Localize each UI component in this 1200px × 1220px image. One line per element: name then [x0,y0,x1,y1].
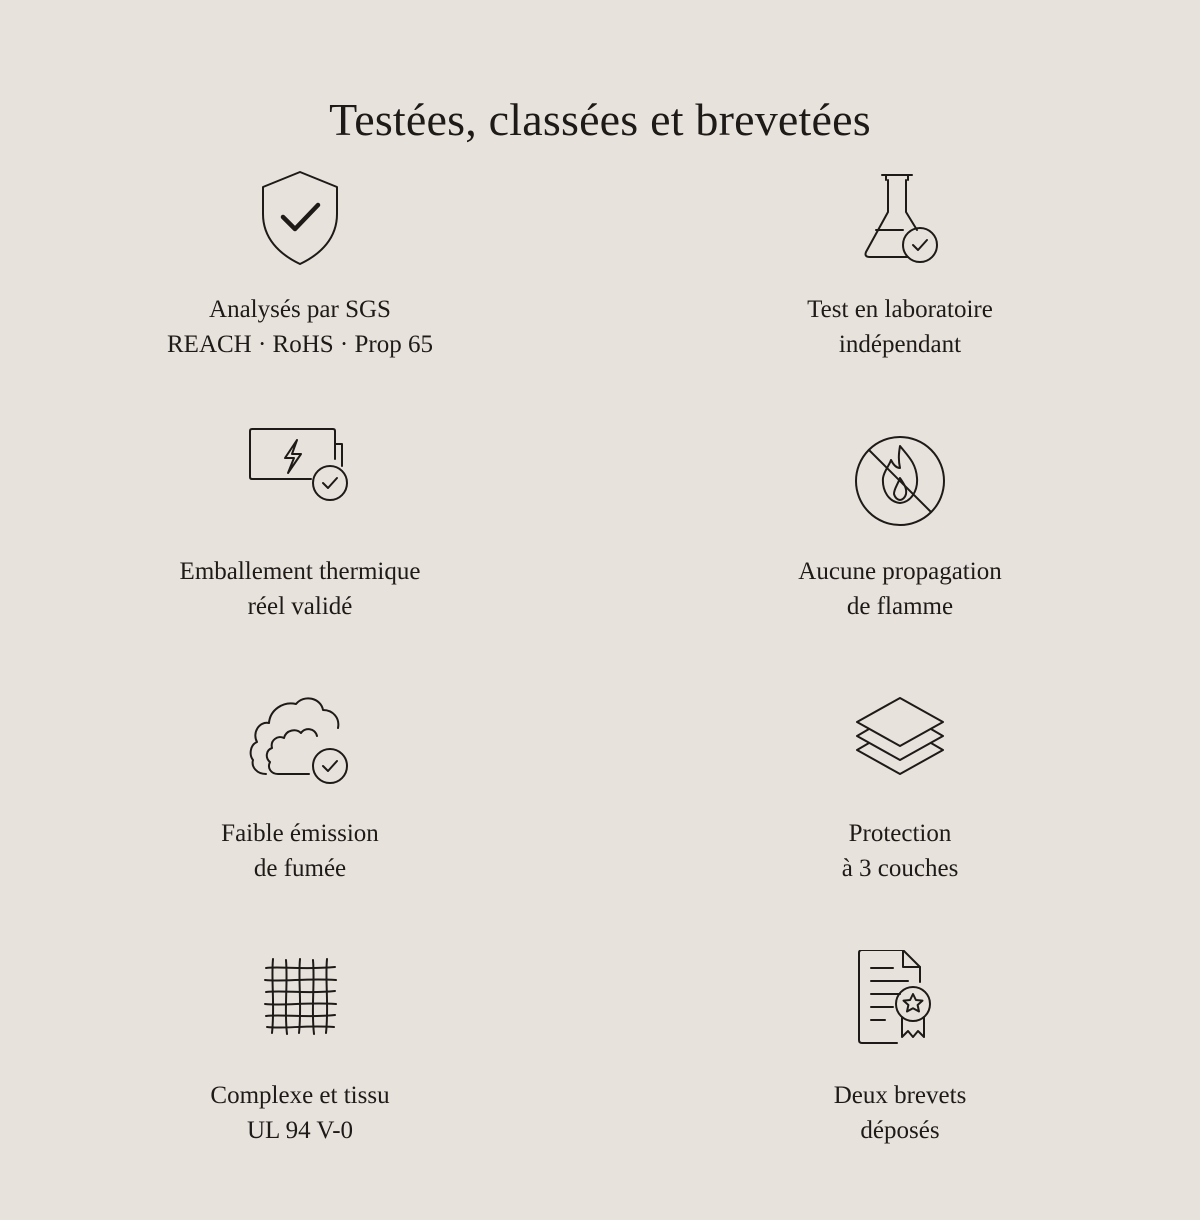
layers-icon [845,688,955,798]
shield-check-icon [245,164,355,274]
feature-line1: Complexe et tissu [210,1082,390,1109]
feature-line1: Protection [848,820,952,847]
page-title: Testées, classées et brevetées [329,93,871,145]
feature-lab-test [650,164,1150,362]
no-flame-icon [845,426,955,536]
feature-line2: de fumée [253,855,347,882]
feature-line1: Faible émission [221,820,379,847]
feature-line2: déposés [860,1117,940,1144]
feature-patents [650,950,1150,1148]
feature-line1: Aucune propagation [798,558,1002,585]
feature-line2: UL 94 V-0 [246,1117,354,1144]
feature-line2: REACH · RoHS · Prop 65 [167,331,433,358]
patent-document-icon [845,950,955,1060]
feature-line2: de flamme [846,593,954,620]
woven-fabric-icon [245,950,355,1060]
feature-low-smoke [50,688,550,886]
smoke-check-icon [245,688,355,798]
feature-sgs-analysis [50,164,550,362]
feature-line2: réel validé [247,593,353,620]
battery-check-icon [245,426,355,536]
feature-thermal-runaway [50,426,550,624]
feature-ul94-fabric [50,950,550,1148]
feature-line1: Emballement thermique [179,558,421,585]
feature-no-flame [650,426,1150,624]
lab-flask-check-icon [845,164,955,274]
feature-line1: Deux brevets [833,1082,967,1109]
feature-line1: Test en laboratoire [807,296,993,323]
feature-line1: Analysés par SGS [209,296,391,323]
feature-line2: à 3 couches [841,855,959,882]
feature-line2: indépendant [838,331,962,358]
feature-three-layers [650,688,1150,886]
